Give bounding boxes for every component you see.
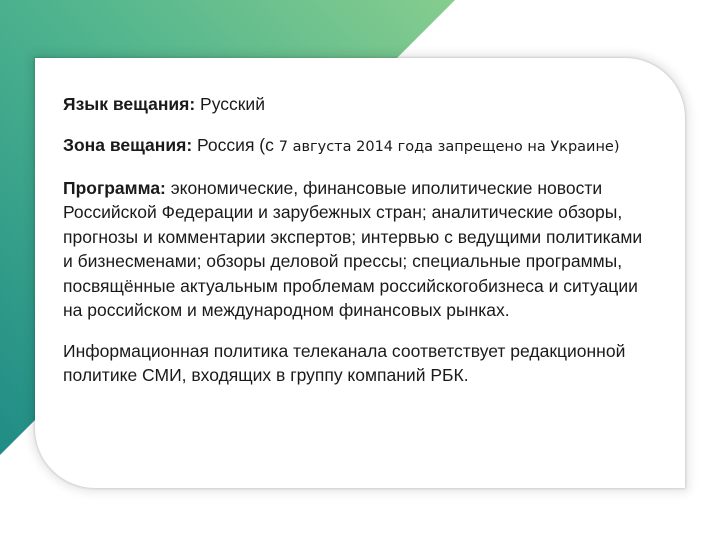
language-value: Русский (195, 94, 265, 114)
zone-line (63, 133, 643, 160)
policy-paragraph: Информационная политика телеканала соответствует редакционной политике СМИ, входящих в группу компаний РБК. (63, 340, 626, 385)
content-text (63, 92, 643, 388)
program-label: Программа: (63, 177, 166, 198)
program-paragraph (63, 176, 643, 323)
language-line (63, 92, 643, 117)
zone-note: 7 августа 2014 года запрещено на Украине) (278, 138, 620, 155)
zone-value: Россия (с (192, 134, 279, 155)
language-label: Язык вещания: (63, 94, 196, 114)
program-value: экономические, финансовые иполитические новости Российской Федерации и зарубежных стран; аналитические обзоры, прогнозы и комментарии экспертов; интервью с ведущими политиками и бизнесменами; обзоры деловой прессы; специальные программы, посвящённые актуальным проблемам российскогобизнеса и ситуации на российском и международном финансовых рынках. (63, 177, 643, 320)
zone-label: Зона вещания: (63, 134, 193, 155)
